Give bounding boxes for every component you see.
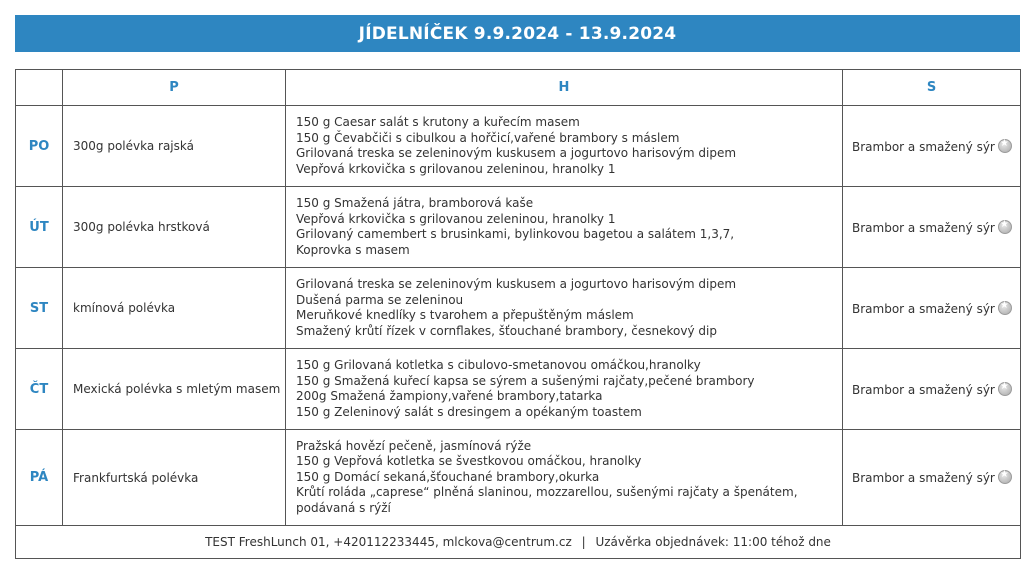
side-dish-label: Brambor a smažený sýr: [852, 301, 995, 316]
favorite-star-icon[interactable]: [998, 301, 1012, 315]
day-row: [16, 349, 1021, 430]
soup-cell: 300g polévka hrstková: [63, 187, 286, 268]
main-dish: 150 g Caesar salát s krutony a kuřecím masem: [296, 115, 580, 129]
main-dish: Koprovka s masem: [296, 242, 410, 257]
header-main: H: [286, 70, 843, 106]
day-label: ÚT: [16, 187, 63, 268]
main-dish: 150 g Čevabčiči s cibulkou a hořčicí,vařené brambory s máslem: [296, 130, 680, 145]
main-dish: 200g Smažená žampiony,vařené brambory,tatarka: [296, 389, 603, 403]
main-dish: 150 g Smažená játra, bramborová kaše: [296, 196, 534, 210]
mains-cell: [286, 268, 843, 349]
header-side: S: [843, 70, 1021, 106]
main-dish: 150 g Vepřová kotletka se švestkovou omáčkou, hranolky: [296, 454, 642, 469]
soup-cell: 300g polévka rajská: [63, 106, 286, 187]
side-cell: [843, 187, 1021, 268]
footer-cell: [16, 526, 1021, 559]
main-dish: Pražská hovězí pečeně, jasmínová rýže: [296, 438, 532, 453]
day-row: [16, 268, 1021, 349]
day-row: [16, 106, 1021, 187]
side-dish-label: Brambor a smažený sýr: [852, 471, 995, 485]
day-row: [16, 187, 1021, 268]
header-soup: P: [63, 70, 286, 106]
day-label: PÁ: [16, 430, 63, 526]
favorite-star-icon[interactable]: [998, 220, 1012, 234]
day-row: [16, 430, 1021, 526]
side-dish-label: Brambor a smažený sýr: [852, 139, 995, 154]
day-label: ČT: [16, 349, 63, 430]
side-cell: [843, 106, 1021, 187]
main-dish: Vepřová krkovička s grilovanou zeleninou, hranolky 1: [296, 211, 616, 226]
favorite-star-icon[interactable]: [998, 470, 1012, 484]
favorite-star-icon[interactable]: [998, 382, 1012, 396]
menu-title: JÍDELNÍČEK 9.9.2024 - 13.9.2024: [15, 15, 1020, 52]
header-row: [16, 70, 1021, 106]
main-dish: podávaná s rýží: [296, 500, 391, 515]
main-dish: Grilovaný camembert s brusinkami, bylinkovou bagetou a salátem 1,3,7,: [296, 227, 735, 241]
main-dish: 150 g Grilovaná kotletka s cibulovo-smetanovou omáčkou,hranolky: [296, 358, 701, 372]
soup-cell: Frankfurtská polévka: [63, 430, 286, 526]
menu-table: [15, 69, 1021, 559]
mains-cell: [286, 106, 843, 187]
mains-cell: [286, 430, 843, 526]
main-dish: 150 g Zeleninový salát s dresingem a opékaným toastem: [296, 404, 642, 419]
main-dish: Meruňkové knedlíky s tvarohem a přepuštěným máslem: [296, 308, 634, 322]
footer-contact: TEST FreshLunch 01, +420112233445, mlckova@centrum.cz: [205, 535, 572, 549]
footer-row: [16, 526, 1021, 559]
day-label: ST: [16, 268, 63, 349]
main-dish: 150 g Domácí sekaná,šťouchané brambory,okurka: [296, 469, 600, 484]
main-dish: Grilovaná treska se zeleninovým kuskusem a jogurtovo harisovým dipem: [296, 146, 737, 160]
footer-deadline: Uzávěrka objednávek: 11:00 téhož dne: [595, 535, 831, 549]
mains-cell: [286, 187, 843, 268]
main-dish: Smažený krůtí řízek v cornflakes, šťouchané brambory, česnekový dip: [296, 323, 717, 338]
side-dish-label: Brambor a smažený sýr: [852, 382, 995, 397]
main-dish: Dušená parma se zeleninou: [296, 292, 464, 307]
footer-separator: |: [581, 535, 586, 549]
day-label: PO: [16, 106, 63, 187]
main-dish: Grilovaná treska se zeleninovým kuskusem a jogurtovo harisovým dipem: [296, 277, 737, 291]
soup-cell: Mexická polévka s mletým masem: [63, 349, 286, 430]
main-dish: 150 g Smažená kuřecí kapsa se sýrem a sušenými rajčaty,pečené brambory: [296, 373, 755, 388]
side-cell: [843, 430, 1021, 526]
main-dish: Krůtí roláda „caprese“ plněná slaninou, mozzarellou, sušenými rajčaty a špenátem,: [296, 485, 798, 500]
header-day: [16, 70, 63, 106]
soup-cell: kmínová polévka: [63, 268, 286, 349]
favorite-star-icon[interactable]: [998, 139, 1012, 153]
side-dish-label: Brambor a smažený sýr: [852, 220, 995, 235]
side-cell: [843, 268, 1021, 349]
main-dish: Vepřová krkovička s grilovanou zeleninou, hranolky 1: [296, 161, 616, 176]
mains-cell: [286, 349, 843, 430]
side-cell: [843, 349, 1021, 430]
